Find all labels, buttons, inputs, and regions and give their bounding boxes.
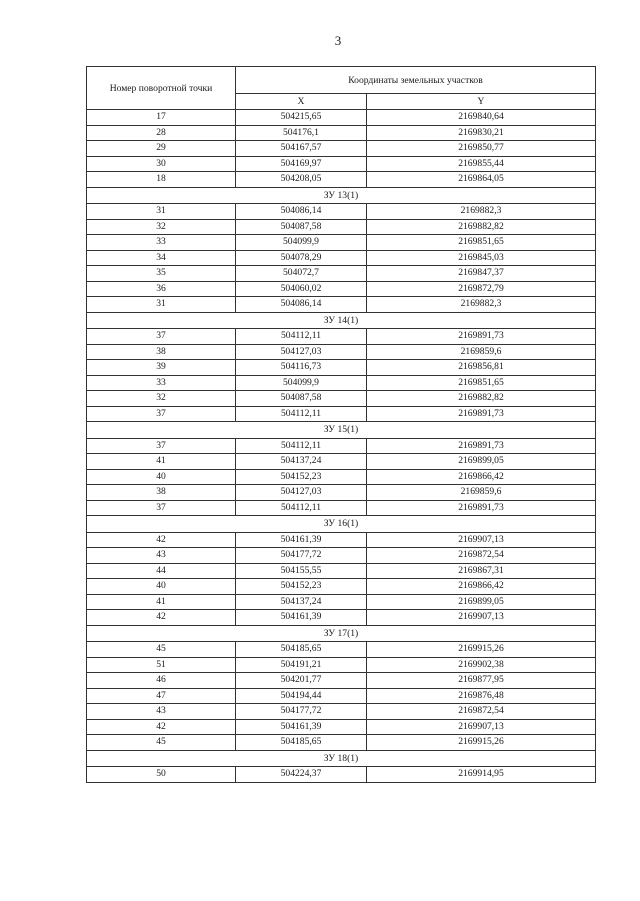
table-row xyxy=(87,110,596,126)
section-title: ЗУ 13(1) xyxy=(87,187,596,204)
table-row xyxy=(87,610,596,626)
y-coordinate-cell: 2169902,38 xyxy=(367,657,596,673)
x-coordinate-cell: 504087,58 xyxy=(236,391,367,407)
point-number-cell: 39 xyxy=(87,360,236,376)
section-title: ЗУ 18(1) xyxy=(87,750,596,767)
page-number: 3 xyxy=(334,33,342,48)
x-coordinate-cell: 504185,65 xyxy=(236,735,367,751)
table-row xyxy=(87,719,596,735)
x-coordinate-cell: 504127,03 xyxy=(236,344,367,360)
table-row xyxy=(87,532,596,548)
x-coordinate-cell: 504099,9 xyxy=(236,375,367,391)
point-number-cell: 36 xyxy=(87,281,236,297)
y-coordinate-cell: 2169872,79 xyxy=(367,281,596,297)
y-coordinate-cell: 2169907,13 xyxy=(367,610,596,626)
y-coordinate-cell: 2169830,21 xyxy=(367,125,596,141)
y-coordinate-cell: 2169867,31 xyxy=(367,563,596,579)
y-coordinate-cell: 2169856,81 xyxy=(367,360,596,376)
x-coordinate-cell: 504185,65 xyxy=(236,642,367,658)
x-coordinate-cell: 504137,24 xyxy=(236,594,367,610)
y-coordinate-cell: 2169872,54 xyxy=(367,548,596,564)
x-coordinate-cell: 504177,72 xyxy=(236,548,367,564)
point-number-cell: 37 xyxy=(87,438,236,454)
x-coordinate-cell: 504201,77 xyxy=(236,673,367,689)
point-number-cell: 37 xyxy=(87,500,236,516)
table-row xyxy=(87,548,596,564)
y-coordinate-cell: 2169882,3 xyxy=(367,297,596,313)
y-coordinate-cell: 2169907,13 xyxy=(367,532,596,548)
point-number-cell: 37 xyxy=(87,406,236,422)
section-row xyxy=(87,516,596,533)
x-coordinate-cell: 504224,37 xyxy=(236,767,367,783)
x-coordinate-cell: 504167,57 xyxy=(236,141,367,157)
point-number-cell: 34 xyxy=(87,250,236,266)
section-row xyxy=(87,312,596,329)
y-coordinate-cell: 2169907,13 xyxy=(367,719,596,735)
table-row xyxy=(87,266,596,282)
y-coordinate-cell: 2169891,73 xyxy=(367,406,596,422)
x-coordinate-cell: 504116,73 xyxy=(236,360,367,376)
y-coordinate-cell: 2169882,3 xyxy=(367,204,596,220)
point-number-cell: 42 xyxy=(87,719,236,735)
table-row xyxy=(87,657,596,673)
point-number-cell: 32 xyxy=(87,219,236,235)
point-number-cell: 41 xyxy=(87,454,236,470)
table-row xyxy=(87,563,596,579)
table-row xyxy=(87,329,596,345)
point-number-cell: 37 xyxy=(87,329,236,345)
section-row xyxy=(87,625,596,642)
y-coordinate-cell: 2169877,95 xyxy=(367,673,596,689)
y-coordinate-cell: 2169899,05 xyxy=(367,594,596,610)
y-coordinate-cell: 2169859,6 xyxy=(367,485,596,501)
point-number-cell: 42 xyxy=(87,610,236,626)
y-coordinate-cell: 2169855,44 xyxy=(367,156,596,172)
y-coordinate-cell: 2169859,6 xyxy=(367,344,596,360)
point-number-cell: 31 xyxy=(87,204,236,220)
x-coordinate-cell: 504078,29 xyxy=(236,250,367,266)
point-number-cell: 46 xyxy=(87,673,236,689)
point-number-cell: 45 xyxy=(87,642,236,658)
point-number-cell: 33 xyxy=(87,235,236,251)
point-number-cell: 38 xyxy=(87,485,236,501)
table-row xyxy=(87,673,596,689)
x-coordinate-cell: 504191,21 xyxy=(236,657,367,673)
section-row xyxy=(87,750,596,767)
y-coordinate-cell: 2169891,73 xyxy=(367,329,596,345)
point-number-cell: 30 xyxy=(87,156,236,172)
point-number-cell: 45 xyxy=(87,735,236,751)
point-number-cell: 17 xyxy=(87,110,236,126)
x-coordinate-cell: 504208,05 xyxy=(236,172,367,188)
table-row xyxy=(87,297,596,313)
x-coordinate-cell: 504161,39 xyxy=(236,610,367,626)
coordinates-table xyxy=(86,66,596,783)
x-coordinate-cell: 504112,11 xyxy=(236,329,367,345)
point-number-cell: 47 xyxy=(87,688,236,704)
y-coordinate-cell: 2169876,48 xyxy=(367,688,596,704)
section-title: ЗУ 17(1) xyxy=(87,625,596,642)
y-coordinate-cell: 2169845,03 xyxy=(367,250,596,266)
point-number-cell: 50 xyxy=(87,767,236,783)
x-coordinate-cell: 504161,39 xyxy=(236,532,367,548)
section-row xyxy=(87,422,596,439)
section-title: ЗУ 14(1) xyxy=(87,312,596,329)
y-coordinate-cell: 2169847,37 xyxy=(367,266,596,282)
table-row xyxy=(87,360,596,376)
table-row xyxy=(87,204,596,220)
x-coordinate-cell: 504155,55 xyxy=(236,563,367,579)
y-coordinate-cell: 2169872,54 xyxy=(367,704,596,720)
table-row xyxy=(87,281,596,297)
table-row xyxy=(87,767,596,783)
point-number-cell: 33 xyxy=(87,375,236,391)
point-number-cell: 28 xyxy=(87,125,236,141)
section-row xyxy=(87,187,596,204)
point-number-cell: 31 xyxy=(87,297,236,313)
y-coordinate-cell: 2169851,65 xyxy=(367,375,596,391)
table-row xyxy=(87,642,596,658)
table-row xyxy=(87,156,596,172)
x-coordinate-cell: 504112,11 xyxy=(236,500,367,516)
x-coordinate-cell: 504215,65 xyxy=(236,110,367,126)
table-row xyxy=(87,704,596,720)
table-row xyxy=(87,141,596,157)
x-coordinate-cell: 504072,7 xyxy=(236,266,367,282)
x-coordinate-cell: 504112,11 xyxy=(236,438,367,454)
section-title: ЗУ 16(1) xyxy=(87,516,596,533)
header-y: Y xyxy=(367,94,596,110)
table-row xyxy=(87,219,596,235)
section-title: ЗУ 15(1) xyxy=(87,422,596,439)
y-coordinate-cell: 2169891,73 xyxy=(367,438,596,454)
point-number-cell: 44 xyxy=(87,563,236,579)
y-coordinate-cell: 2169891,73 xyxy=(367,500,596,516)
table-header xyxy=(87,67,596,110)
table-row xyxy=(87,391,596,407)
point-number-cell: 38 xyxy=(87,344,236,360)
x-coordinate-cell: 504194,44 xyxy=(236,688,367,704)
y-coordinate-cell: 2169866,42 xyxy=(367,469,596,485)
y-coordinate-cell: 2169899,05 xyxy=(367,454,596,470)
y-coordinate-cell: 2169882,82 xyxy=(367,391,596,407)
table-row xyxy=(87,250,596,266)
table-body xyxy=(87,110,596,783)
point-number-cell: 18 xyxy=(87,172,236,188)
header-point-number: Номер поворотной точки xyxy=(87,67,236,110)
point-number-cell: 42 xyxy=(87,532,236,548)
table-row xyxy=(87,469,596,485)
x-coordinate-cell: 504060,02 xyxy=(236,281,367,297)
header-x: X xyxy=(236,94,367,110)
x-coordinate-cell: 504152,23 xyxy=(236,579,367,595)
y-coordinate-cell: 2169864,05 xyxy=(367,172,596,188)
table-row xyxy=(87,235,596,251)
table-row xyxy=(87,688,596,704)
table-row xyxy=(87,579,596,595)
x-coordinate-cell: 504087,58 xyxy=(236,219,367,235)
y-coordinate-cell: 2169851,65 xyxy=(367,235,596,251)
x-coordinate-cell: 504086,14 xyxy=(236,297,367,313)
point-number-cell: 40 xyxy=(87,469,236,485)
table-row xyxy=(87,375,596,391)
x-coordinate-cell: 504177,72 xyxy=(236,704,367,720)
x-coordinate-cell: 504086,14 xyxy=(236,204,367,220)
point-number-cell: 32 xyxy=(87,391,236,407)
table-row xyxy=(87,594,596,610)
x-coordinate-cell: 504169,97 xyxy=(236,156,367,172)
y-coordinate-cell: 2169914,95 xyxy=(367,767,596,783)
table-row xyxy=(87,125,596,141)
x-coordinate-cell: 504176,1 xyxy=(236,125,367,141)
y-coordinate-cell: 2169840,64 xyxy=(367,110,596,126)
table-row xyxy=(87,454,596,470)
table-row xyxy=(87,500,596,516)
y-coordinate-cell: 2169882,82 xyxy=(367,219,596,235)
point-number-cell: 43 xyxy=(87,548,236,564)
point-number-cell: 41 xyxy=(87,594,236,610)
y-coordinate-cell: 2169915,26 xyxy=(367,735,596,751)
table-row xyxy=(87,344,596,360)
table-row xyxy=(87,438,596,454)
x-coordinate-cell: 504099,9 xyxy=(236,235,367,251)
x-coordinate-cell: 504127,03 xyxy=(236,485,367,501)
point-number-cell: 40 xyxy=(87,579,236,595)
point-number-cell: 51 xyxy=(87,657,236,673)
table-row xyxy=(87,406,596,422)
y-coordinate-cell: 2169915,26 xyxy=(367,642,596,658)
x-coordinate-cell: 504112,11 xyxy=(236,406,367,422)
table-row xyxy=(87,172,596,188)
x-coordinate-cell: 504152,23 xyxy=(236,469,367,485)
y-coordinate-cell: 2169850,77 xyxy=(367,141,596,157)
x-coordinate-cell: 504161,39 xyxy=(236,719,367,735)
header-coordinates: Координаты земельных участков xyxy=(236,67,596,94)
point-number-cell: 35 xyxy=(87,266,236,282)
point-number-cell: 29 xyxy=(87,141,236,157)
point-number-cell: 43 xyxy=(87,704,236,720)
x-coordinate-cell: 504137,24 xyxy=(236,454,367,470)
table-row xyxy=(87,485,596,501)
table-row xyxy=(87,735,596,751)
y-coordinate-cell: 2169866,42 xyxy=(367,579,596,595)
